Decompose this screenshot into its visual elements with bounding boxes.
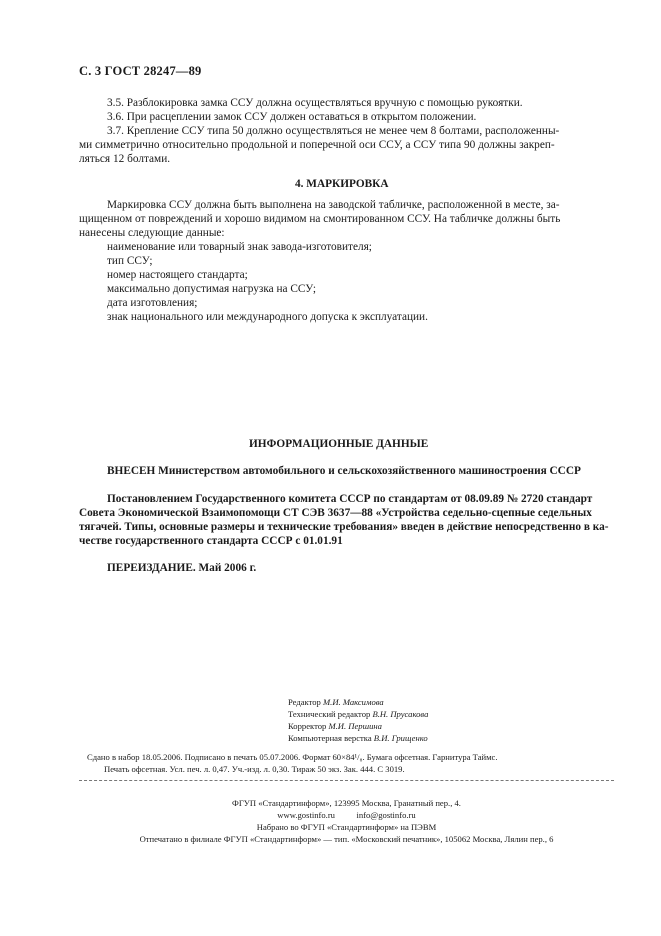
credit-role: Редактор: [288, 697, 321, 707]
info-title: ИНФОРМАЦИОННЫЕ ДАННЫЕ: [249, 438, 429, 450]
clause-3-7-line1: 3.7. Крепление ССУ типа 50 должно осуществляться не менее чем 8 болтами, расположенны-: [107, 125, 560, 137]
section-4-para-line2: щищенном от повреждений и хорошо видимом на смонтированном ССУ. На табличке должны быть: [79, 213, 561, 225]
imprint-line2: Печать офсетная. Усл. печ. л. 0,47. Уч.-изд. л. 0,30. Тираж 50 экз. Зак. 444. С 3019.: [104, 764, 405, 774]
clause-3-7-line2: ми симметрично относительно продольной и поперечной оси ССУ, а ССУ типа 90 должны закреп-: [79, 139, 555, 151]
publisher-line3: Набрано во ФГУП «Стандартинформ» на ПЭВМ: [256, 822, 437, 832]
imprint-line1: Сдано в набор 18.05.2006. Подписано в печать 05.07.2006. Формат 60×84¹/₈. Бумага офсетная. Гарнитура Таймс.: [87, 752, 498, 762]
marking-item: номер настоящего стандарта;: [107, 269, 248, 281]
marking-item: максимально допустимая нагрузка на ССУ;: [107, 283, 317, 295]
clause-3-5: 3.5. Разблокировка замка ССУ должна осуществляться вручную с помощью рукоятки.: [107, 97, 523, 109]
marking-item: дата изготовления;: [107, 297, 198, 309]
credit-name: М.И. Максимова: [323, 697, 384, 707]
credit-role: Корректор: [288, 721, 327, 731]
credit-corrector: [288, 720, 382, 732]
page-header: С. 3 ГОСТ 28247—89: [79, 64, 202, 78]
info-decree-line4: честве государственного стандарта СССР с 01.01.91: [79, 535, 343, 547]
info-introduced: ВНЕСЕН Министерством автомобильного и сельскохозяйственного машиностроения СССР: [107, 465, 581, 477]
section-4-para-line1: Маркировка ССУ должна быть выполнена на заводской табличке, расположенной в месте, за-: [107, 199, 560, 211]
info-decree-line2: Совета Экономической Взаимопомощи СТ СЭВ 3637—88 «Устройства седельно-сцепные седельных: [79, 507, 592, 519]
publisher-line1: ФГУП «Стандартинформ», 123995 Москва, Гранатный пер., 4.: [232, 798, 461, 808]
credit-role: Компьютерная верстка: [288, 733, 372, 743]
credit-layout: [288, 732, 428, 744]
credit-name: В.И. Грищенко: [373, 733, 428, 743]
marking-item: тип ССУ;: [107, 255, 153, 267]
clause-3-7-line3: ляться 12 болтами.: [79, 153, 171, 165]
info-decree-line3: тягачей. Типы, основные размеры и технические требования» введен в действие непосредственно в ка-: [79, 521, 609, 533]
clause-3-6: 3.6. При расцеплении замок ССУ должен оставаться в открытом положении.: [107, 111, 477, 123]
credit-name: М.И. Першина: [328, 721, 382, 731]
credit-name: В.Н. Прусакова: [372, 709, 429, 719]
credit-editor: [288, 696, 384, 708]
credit-role: Технический редактор: [288, 709, 371, 719]
section-4-para-line3: нанесены следующие данные:: [79, 227, 225, 239]
imprint-divider: [79, 780, 614, 781]
info-reissue: ПЕРЕИЗДАНИЕ. Май 2006 г.: [107, 562, 257, 574]
publisher-line4: Отпечатано в филиале ФГУП «Стандартинформ» — тип. «Московский печатник», 105062 Москва, Лялин пер., 6: [139, 834, 554, 844]
info-decree-line1: Постановлением Государственного комитета СССР по стандартам от 08.09.89 № 2720 стандарт: [107, 493, 593, 505]
marking-item: знак национального или международного допуска к эксплуатации.: [107, 311, 428, 323]
section-4-title: 4. МАРКИРОВКА: [295, 178, 389, 190]
publisher-line2: www.gostinfo.ru info@gostinfo.ru: [277, 810, 416, 820]
marking-item: наименование или товарный знак завода-изготовителя;: [107, 241, 372, 253]
credit-tech-editor: [288, 708, 428, 720]
